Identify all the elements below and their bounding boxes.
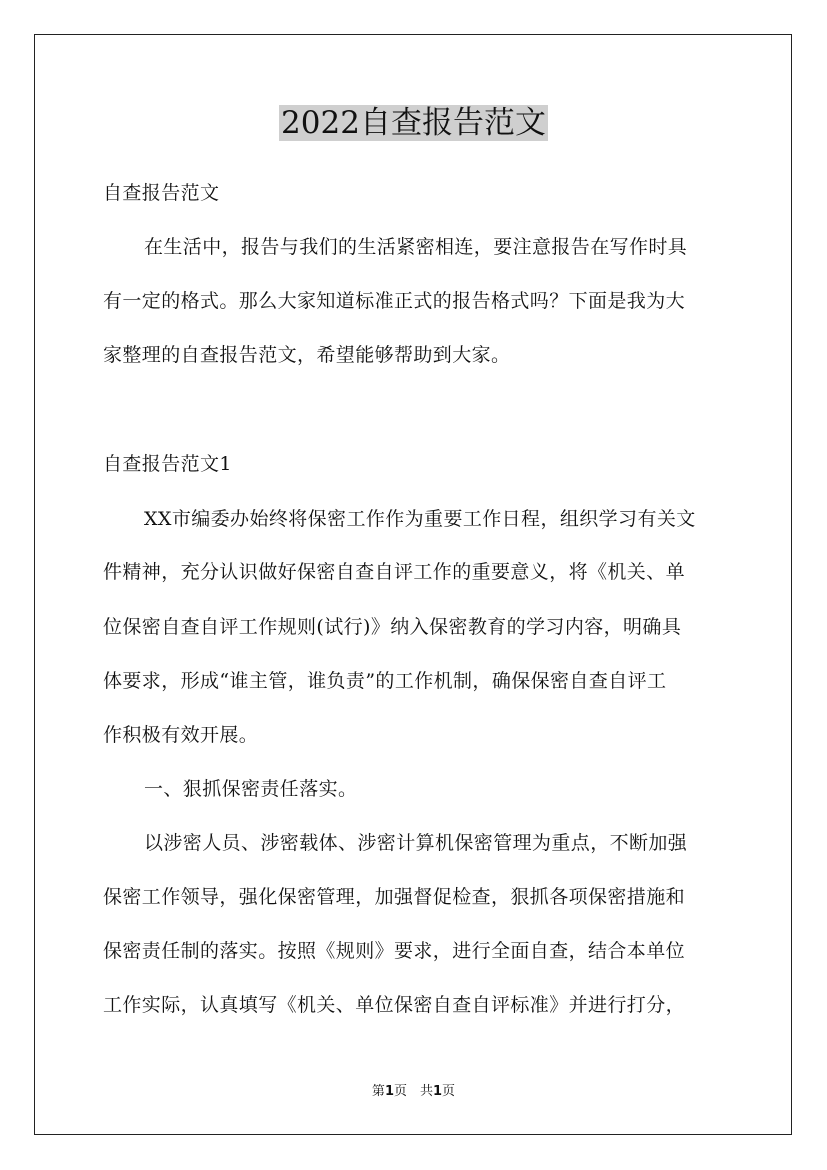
- item-para-line-1: 以涉密人员、涉密载体、涉密计算机保密管理为重点，不断加强: [144, 832, 688, 854]
- section-para-line-3: 位保密自查自评工作规则(试行)》纳入保密教育的学习内容，明确具: [103, 616, 682, 638]
- document-title-text: 2022自查报告范文: [281, 105, 546, 141]
- page-mid: 页 共: [393, 1084, 433, 1099]
- document-title: [0, 101, 827, 145]
- page-suffix: 页: [442, 1084, 456, 1099]
- section-para-line-4: 体要求，形成“谁主管，谁负责”的工作机制，确保保密自查自评工: [103, 670, 667, 692]
- intro-line-2: 有一定的格式。那么大家知道标准正式的报告格式吗？下面是我为大: [103, 290, 686, 312]
- document-subtitle: 自查报告范文: [103, 182, 220, 204]
- page-prefix: 第: [371, 1084, 385, 1099]
- intro-line-1: 在生活中，报告与我们的生活紧密相连，要注意报告在写作时具: [144, 236, 688, 258]
- section-para-line-2: 件精神，充分认识做好保密自查自评工作的重要意义，将《机关、单: [103, 561, 686, 583]
- intro-line-3: 家整理的自查报告范文，希望能够帮助到大家。: [103, 344, 511, 366]
- section-para-line-5: 作积极有效开展。: [103, 724, 259, 746]
- page-total: 1: [433, 1084, 443, 1099]
- item-para-line-3: 保密责任制的落实。按照《规则》要求，进行全面自查，结合本单位: [103, 940, 686, 962]
- item-para-line-4: 工作实际，认真填写《机关、单位保密自查自评标准》并进行打分，: [103, 994, 686, 1016]
- item-para-line-2: 保密工作领导，强化保密管理，加强督促检查，狠抓各项保密措施和: [103, 886, 686, 908]
- item-heading: 一、狠抓保密责任落实。: [144, 778, 358, 800]
- page-current: 1: [384, 1084, 394, 1099]
- section-heading: 自查报告范文1: [103, 453, 232, 475]
- page-number: [0, 1083, 827, 1101]
- section-para-line-1: XX市编委办始终将保密工作作为重要工作日程，组织学习有关文: [144, 508, 696, 530]
